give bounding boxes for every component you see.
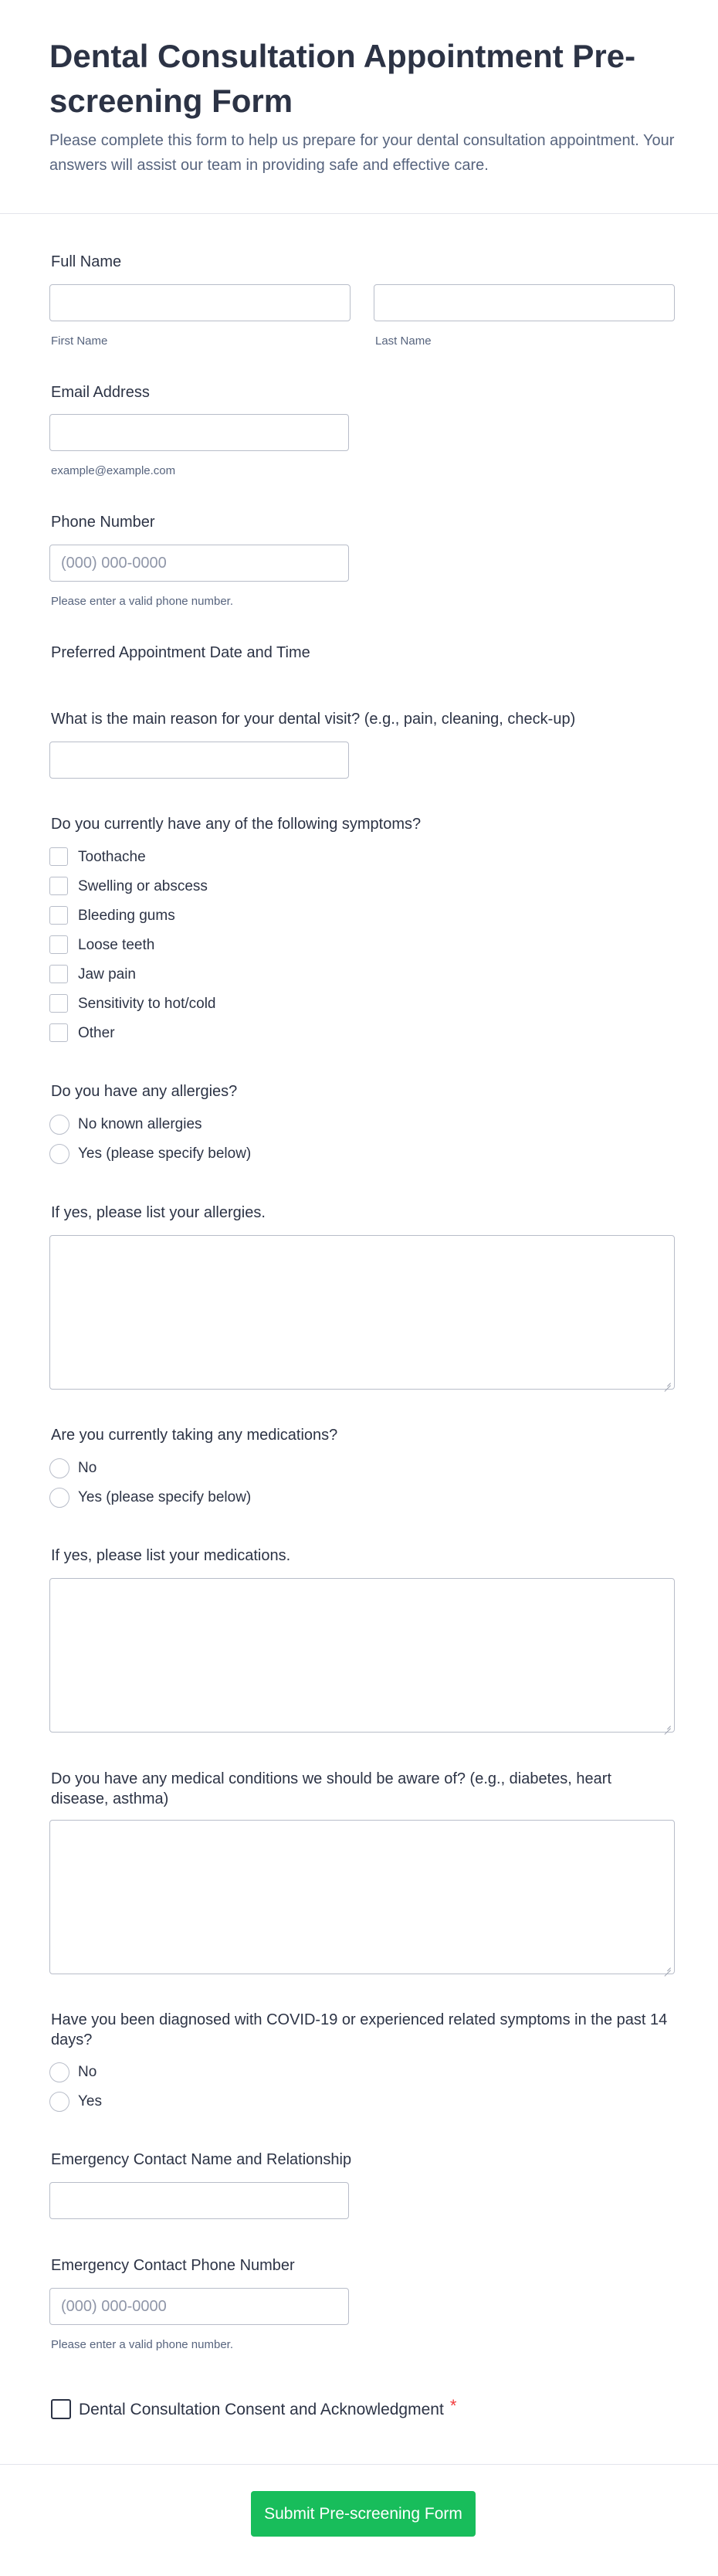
radio-button[interactable]	[49, 1458, 69, 1478]
option-label: No	[78, 1460, 97, 1476]
checkbox[interactable]	[49, 906, 68, 925]
option-label: Swelling or abscess	[78, 878, 208, 894]
checkbox[interactable]	[49, 877, 68, 895]
form-title: Dental Consultation Appointment Pre-screening Form	[49, 38, 636, 119]
emergency-phone-sublabel: Please enter a valid phone number.	[51, 2338, 233, 2351]
form-description: Please complete this form to help us prepare for your dental consultation appointment. Your answers will assist our team in providing safe and effective care.	[49, 132, 675, 174]
emergency-phone-input[interactable]: (000) 000-0000	[49, 2288, 349, 2325]
submit-button[interactable]: Submit Pre-screening Form	[251, 2491, 476, 2537]
conditions-textarea[interactable]	[49, 1820, 675, 1974]
consent-label[interactable]	[79, 2398, 456, 2421]
resize-handle-icon[interactable]	[663, 1721, 671, 1729]
checkbox[interactable]	[49, 965, 68, 983]
option-label: Other	[78, 1025, 115, 1041]
option-label: Toothache	[78, 849, 146, 865]
symptoms-label: Do you currently have any of the following symptoms?	[51, 816, 422, 833]
first-name-sublabel: First Name	[51, 334, 108, 348]
option-label: Sensitivity to hot/cold	[78, 996, 216, 1012]
footer-divider	[0, 2464, 718, 2465]
resize-handle-icon[interactable]	[663, 1963, 671, 1970]
email-sublabel: example@example.com	[51, 464, 176, 477]
full-name-label: Full Name	[51, 253, 122, 270]
emergency-name-input[interactable]	[49, 2182, 349, 2219]
reason-label: What is the main reason for your dental visit? (e.g., pain, cleaning, check-up)	[51, 711, 576, 728]
option-label: Jaw pain	[78, 966, 136, 983]
radio-button[interactable]	[49, 2092, 69, 2112]
option-label: Loose teeth	[78, 937, 155, 953]
option-label: No	[78, 2064, 97, 2080]
required-mark: *	[449, 2396, 457, 2415]
reason-input[interactable]	[49, 742, 349, 779]
last-name-sublabel: Last Name	[375, 334, 432, 348]
phone-input[interactable]: (000) 000-0000	[49, 545, 349, 582]
checkbox[interactable]	[49, 935, 68, 954]
emergency-name-label: Emergency Contact Name and Relationship	[51, 2151, 352, 2168]
radio-button[interactable]	[49, 2062, 69, 2082]
option-label: Yes (please specify below)	[78, 1145, 252, 1162]
allergies-list-label: If yes, please list your allergies.	[51, 1204, 266, 1221]
appointment-label: Preferred Appointment Date and Time	[51, 644, 310, 661]
checkbox[interactable]	[49, 994, 68, 1013]
medications-label: Are you currently taking any medications?	[51, 1427, 338, 1444]
header-divider	[0, 213, 718, 214]
checkbox[interactable]	[49, 1023, 68, 1042]
email-input[interactable]	[49, 414, 349, 451]
medications-list-label: If yes, please list your medications.	[51, 1547, 291, 1564]
conditions-label: Do you have any medical conditions we should be aware of? (e.g., diabetes, heart disease, asthma)	[51, 1770, 611, 1807]
covid-label: Have you been diagnosed with COVID-19 or experienced related symptoms in the past 14 days?	[51, 2011, 668, 2048]
radio-button[interactable]	[49, 1144, 69, 1164]
first-name-input[interactable]	[49, 284, 351, 321]
consent-label-text: Dental Consultation Consent and Acknowledgment	[79, 2401, 444, 2418]
allergies-textarea[interactable]	[49, 1235, 675, 1390]
allergies-label: Do you have any allergies?	[51, 1083, 238, 1100]
medications-textarea[interactable]	[49, 1578, 675, 1733]
email-label: Email Address	[51, 384, 150, 401]
radio-button[interactable]	[49, 1488, 69, 1508]
option-label: Yes (please specify below)	[78, 1489, 252, 1505]
option-label: No known allergies	[78, 1116, 202, 1132]
option-label: Yes	[78, 2093, 102, 2109]
emergency-phone-label: Emergency Contact Phone Number	[51, 2257, 295, 2274]
phone-label: Phone Number	[51, 514, 155, 531]
consent-checkbox[interactable]	[51, 2399, 71, 2419]
last-name-input[interactable]	[374, 284, 675, 321]
option-label: Bleeding gums	[78, 908, 175, 924]
resize-handle-icon[interactable]	[663, 1378, 671, 1386]
checkbox[interactable]	[49, 847, 68, 866]
radio-button[interactable]	[49, 1115, 69, 1135]
phone-sublabel: Please enter a valid phone number.	[51, 595, 233, 608]
